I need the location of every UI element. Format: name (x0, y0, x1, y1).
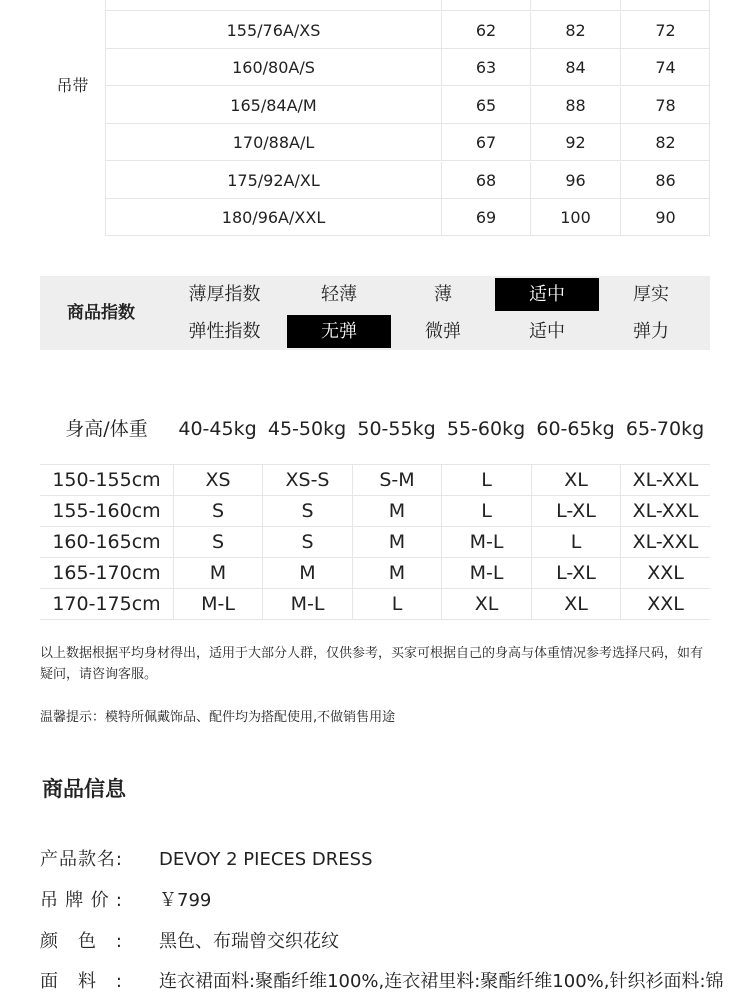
hw-size-cell: M-L (173, 589, 262, 619)
product-info-key (40, 886, 122, 916)
thickness-option: 轻薄 (321, 284, 357, 305)
product-info-key-char: : (115, 849, 122, 870)
product-info-key-char: 名 (96, 849, 115, 870)
hw-size-cell: M (352, 496, 441, 526)
thickness-option: 薄 (434, 284, 452, 305)
thickness-option: 厚实 (633, 284, 669, 305)
product-info-key-char: : (115, 971, 122, 992)
size-code-cell: 165/84A/M (105, 87, 441, 124)
product-info-item (40, 886, 710, 916)
size-measure-cell: 68 (441, 162, 530, 199)
elasticity-option: 微弹 (425, 321, 461, 342)
size-measure-cell: 67 (441, 124, 530, 161)
size-table-row (105, 124, 710, 161)
hw-height-cell: 150-155cm (52, 469, 161, 491)
hw-size-cell: S (262, 496, 352, 526)
hw-size-cell: XL (531, 589, 620, 619)
product-info-key-char: 产 (40, 849, 58, 870)
size-measure-cell (530, 0, 620, 11)
hw-size-cell: L (352, 589, 441, 619)
hw-size-cell: L-XL (531, 496, 620, 526)
product-info-key-char: : (115, 890, 122, 911)
product-info-value: DEVOY 2 PIECES DRESS (159, 849, 373, 870)
hw-size-cell: M (352, 558, 441, 588)
size-measure-cell: 86 (620, 162, 710, 199)
product-info-key (40, 967, 122, 997)
hw-size-cell: M-L (441, 527, 531, 557)
size-table-row (105, 162, 710, 199)
elasticity-index-row (162, 313, 703, 350)
hw-size-cell: M-L (262, 589, 352, 619)
hw-size-cell: XL (441, 589, 531, 619)
elasticity-option: 无弹 (287, 315, 391, 348)
size-measure-cell: 82 (530, 12, 620, 49)
product-info-title: 商品信息 (42, 777, 126, 801)
hw-size-cell: XXL (620, 589, 710, 619)
size-measure-cell: 65 (441, 87, 530, 124)
product-info-key-char: 面 (40, 971, 58, 992)
product-info-item (40, 967, 724, 997)
hw-header-cell: 65-70kg (625, 418, 705, 440)
product-info-item (40, 845, 710, 875)
size-table-row (105, 0, 710, 11)
hw-size-cell: XS-S (262, 465, 352, 495)
hw-header-cell: 40-45kg (178, 418, 257, 440)
thickness-index-row (162, 276, 703, 313)
size-table-row (105, 87, 710, 124)
hw-size-cell: XXL (620, 558, 710, 588)
hw-height-cell: 160-165cm (52, 531, 161, 553)
hw-size-cell: S-M (352, 465, 441, 495)
size-measure-cell: 63 (441, 49, 530, 86)
size-measure-cell (620, 0, 710, 11)
hw-size-cell: M (173, 558, 262, 588)
size-table-row (105, 49, 710, 86)
product-info-value: 连衣裙面料:聚酯纤维100%,连衣裙里料:聚酯纤维100%,针织衫面料:锦 (159, 971, 724, 992)
hw-size-cell: S (173, 496, 262, 526)
size-table-row (105, 12, 710, 49)
product-info-key-char: 牌 (65, 890, 84, 911)
size-table-border (709, 0, 710, 237)
hw-header-cell: 身高/体重 (65, 418, 148, 440)
size-measure-cell: 84 (530, 49, 620, 86)
product-info-key-char: 吊 (40, 890, 58, 911)
hw-row (40, 589, 710, 620)
product-info-key (40, 927, 122, 957)
height-weight-body (40, 464, 710, 620)
product-index-title: 商品指数 (67, 303, 135, 323)
size-code-cell (105, 0, 441, 11)
size-measure-cell (441, 0, 530, 11)
product-info-key-char: 价 (90, 890, 109, 911)
product-info-key (40, 845, 122, 875)
size-measure-cell: 69 (441, 199, 530, 236)
hw-row (40, 527, 710, 558)
size-measure-cell: 82 (620, 124, 710, 161)
elasticity-option: 适中 (529, 321, 565, 342)
hw-size-cell: L (531, 527, 620, 557)
size-measure-cell: 78 (620, 87, 710, 124)
product-info-key-char: 款 (77, 849, 96, 870)
size-code-cell: 160/80A/S (105, 49, 441, 86)
size-code-cell: 180/96A/XXL (105, 199, 441, 236)
product-info-value: 黑色、布瑞曾交织花纹 (159, 931, 339, 952)
size-code-cell: 155/76A/XS (105, 12, 441, 49)
size-group-label: 吊带 (56, 76, 89, 95)
thickness-option: 适中 (495, 278, 599, 311)
size-measure-cell: 74 (620, 49, 710, 86)
hw-size-cell: XL-XXL (620, 465, 710, 495)
hw-size-cell: XL-XXL (620, 496, 710, 526)
hw-row (40, 496, 710, 527)
hw-header-cell: 60-65kg (536, 418, 615, 440)
size-measure-cell: 72 (620, 12, 710, 49)
hw-size-cell: M (352, 527, 441, 557)
hw-height-cell: 170-175cm (52, 593, 161, 615)
hw-size-cell: S (173, 527, 262, 557)
elasticity-option: 弹力 (633, 321, 669, 342)
size-table-row (105, 199, 710, 236)
elasticity-index-label: 弹性指数 (188, 321, 261, 342)
size-measure-cell: 90 (620, 199, 710, 236)
hw-row (40, 558, 710, 589)
hw-height-cell: 165-170cm (52, 562, 161, 584)
product-info-key-char: 料 (77, 971, 96, 992)
hw-size-cell: M (262, 558, 352, 588)
hw-size-cell: XL-XXL (620, 527, 710, 557)
height-weight-header (40, 400, 710, 458)
product-info-key-char: : (115, 931, 122, 952)
product-index (40, 276, 710, 350)
product-info-value: ￥799 (159, 890, 212, 911)
hw-size-cell: S (262, 527, 352, 557)
size-disclaimer: 以上数据根据平均身材得出，适用于大部分人群，仅供参考，买家可根据自己的身高与体重情况参考选择尺码，如有疑问，请咨询客服。 (40, 646, 704, 682)
hw-header-cell: 50-55kg (357, 418, 436, 440)
hw-size-cell: XS (173, 465, 262, 495)
size-code-cell: 175/92A/XL (105, 162, 441, 199)
hw-row (40, 464, 710, 496)
product-info-key-char: 颜 (40, 931, 58, 952)
product-info-key-char: 品 (58, 849, 77, 870)
product-info-item (40, 927, 710, 957)
size-measure-cell: 96 (530, 162, 620, 199)
hw-height-cell: 155-160cm (52, 500, 161, 522)
hw-size-cell: XL (531, 465, 620, 495)
hw-header-cell: 55-60kg (446, 418, 526, 440)
model-tip: 温馨提示：模特所佩戴饰品、配件均为搭配使用,不做销售用途 (40, 710, 396, 725)
hw-size-cell: M-L (441, 558, 531, 588)
hw-size-cell: L-XL (531, 558, 620, 588)
size-measure-cell: 88 (530, 87, 620, 124)
hw-size-cell: L (441, 465, 531, 495)
hw-header-cell: 45-50kg (267, 418, 347, 440)
thickness-index-label: 薄厚指数 (188, 284, 261, 305)
size-measure-cell: 100 (530, 199, 620, 236)
size-code-cell: 170/88A/L (105, 124, 441, 161)
size-measure-cell: 62 (441, 12, 530, 49)
product-info-key-char: 色 (77, 931, 96, 952)
size-measure-cell: 92 (530, 124, 620, 161)
hw-size-cell: L (441, 496, 531, 526)
